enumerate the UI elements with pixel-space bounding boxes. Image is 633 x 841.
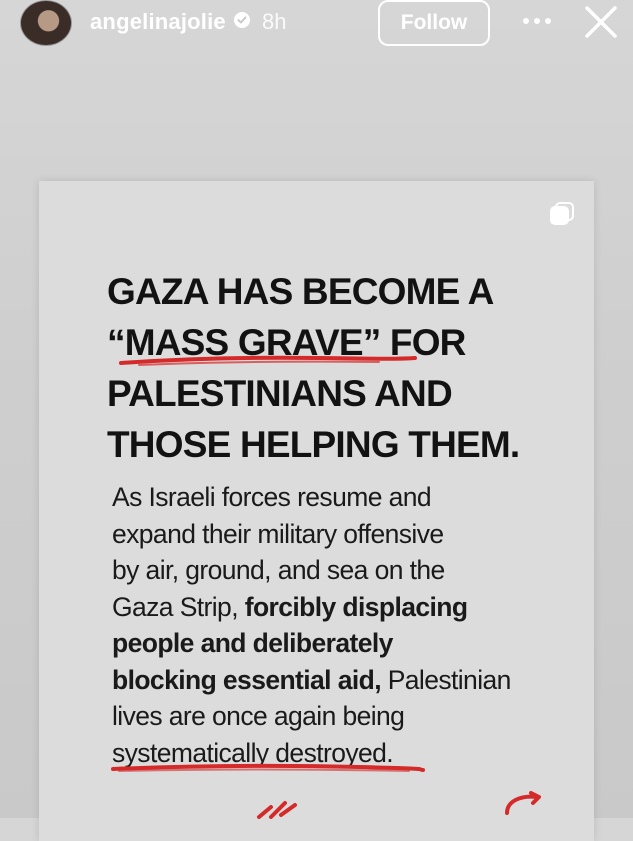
body-line-7: lives are once again being [112, 701, 405, 731]
red-hand-drawn-icon-left [251, 793, 311, 823]
headline-line-2-suffix: ” FOR [362, 322, 466, 363]
multi-image-icon [547, 199, 577, 229]
body-line-6-normal: Palestinian [380, 664, 511, 695]
story-header [0, 0, 633, 48]
body-line-4-normal: Gaza Strip, [112, 591, 245, 622]
body-line-6-bold: blocking essential aid, [112, 664, 381, 695]
post-time: 8h [262, 9, 287, 34]
mass-grave-underline [119, 353, 419, 369]
shared-post-card[interactable] [39, 181, 594, 841]
more-dots-icon[interactable] [520, 8, 554, 34]
body-line-4 [112, 589, 572, 626]
body-line-8: systematically destroyed. [112, 737, 394, 768]
body-line-2: expand their military offensive [112, 518, 444, 549]
headline-line-4: THOSE HELPING THEM. [107, 424, 520, 465]
close-icon[interactable] [583, 4, 619, 40]
verified-badge-icon [234, 12, 250, 28]
username[interactable]: angelinajolie [90, 9, 226, 34]
body-text [112, 479, 572, 771]
avatar[interactable] [20, 0, 72, 46]
follow-button[interactable]: Follow [378, 0, 490, 46]
red-hand-drawn-icon-right [497, 789, 547, 819]
body-line-6 [112, 662, 572, 699]
body-line-5: people and deliberately [112, 628, 393, 658]
headline-line-1: GAZA HAS BECOME A [107, 271, 494, 312]
destroyed-underline [109, 761, 429, 775]
body-line-4-bold: forcibly displacing [244, 591, 468, 622]
headline-highlight: MASS GRAVE [124, 322, 363, 363]
body-line-3: by air, ground, and sea on the [112, 555, 445, 585]
quote-open: “ [107, 322, 125, 363]
body-line-1: As Israeli forces resume and [112, 482, 432, 512]
headline-line-3: PALESTINIANS AND [107, 373, 452, 414]
